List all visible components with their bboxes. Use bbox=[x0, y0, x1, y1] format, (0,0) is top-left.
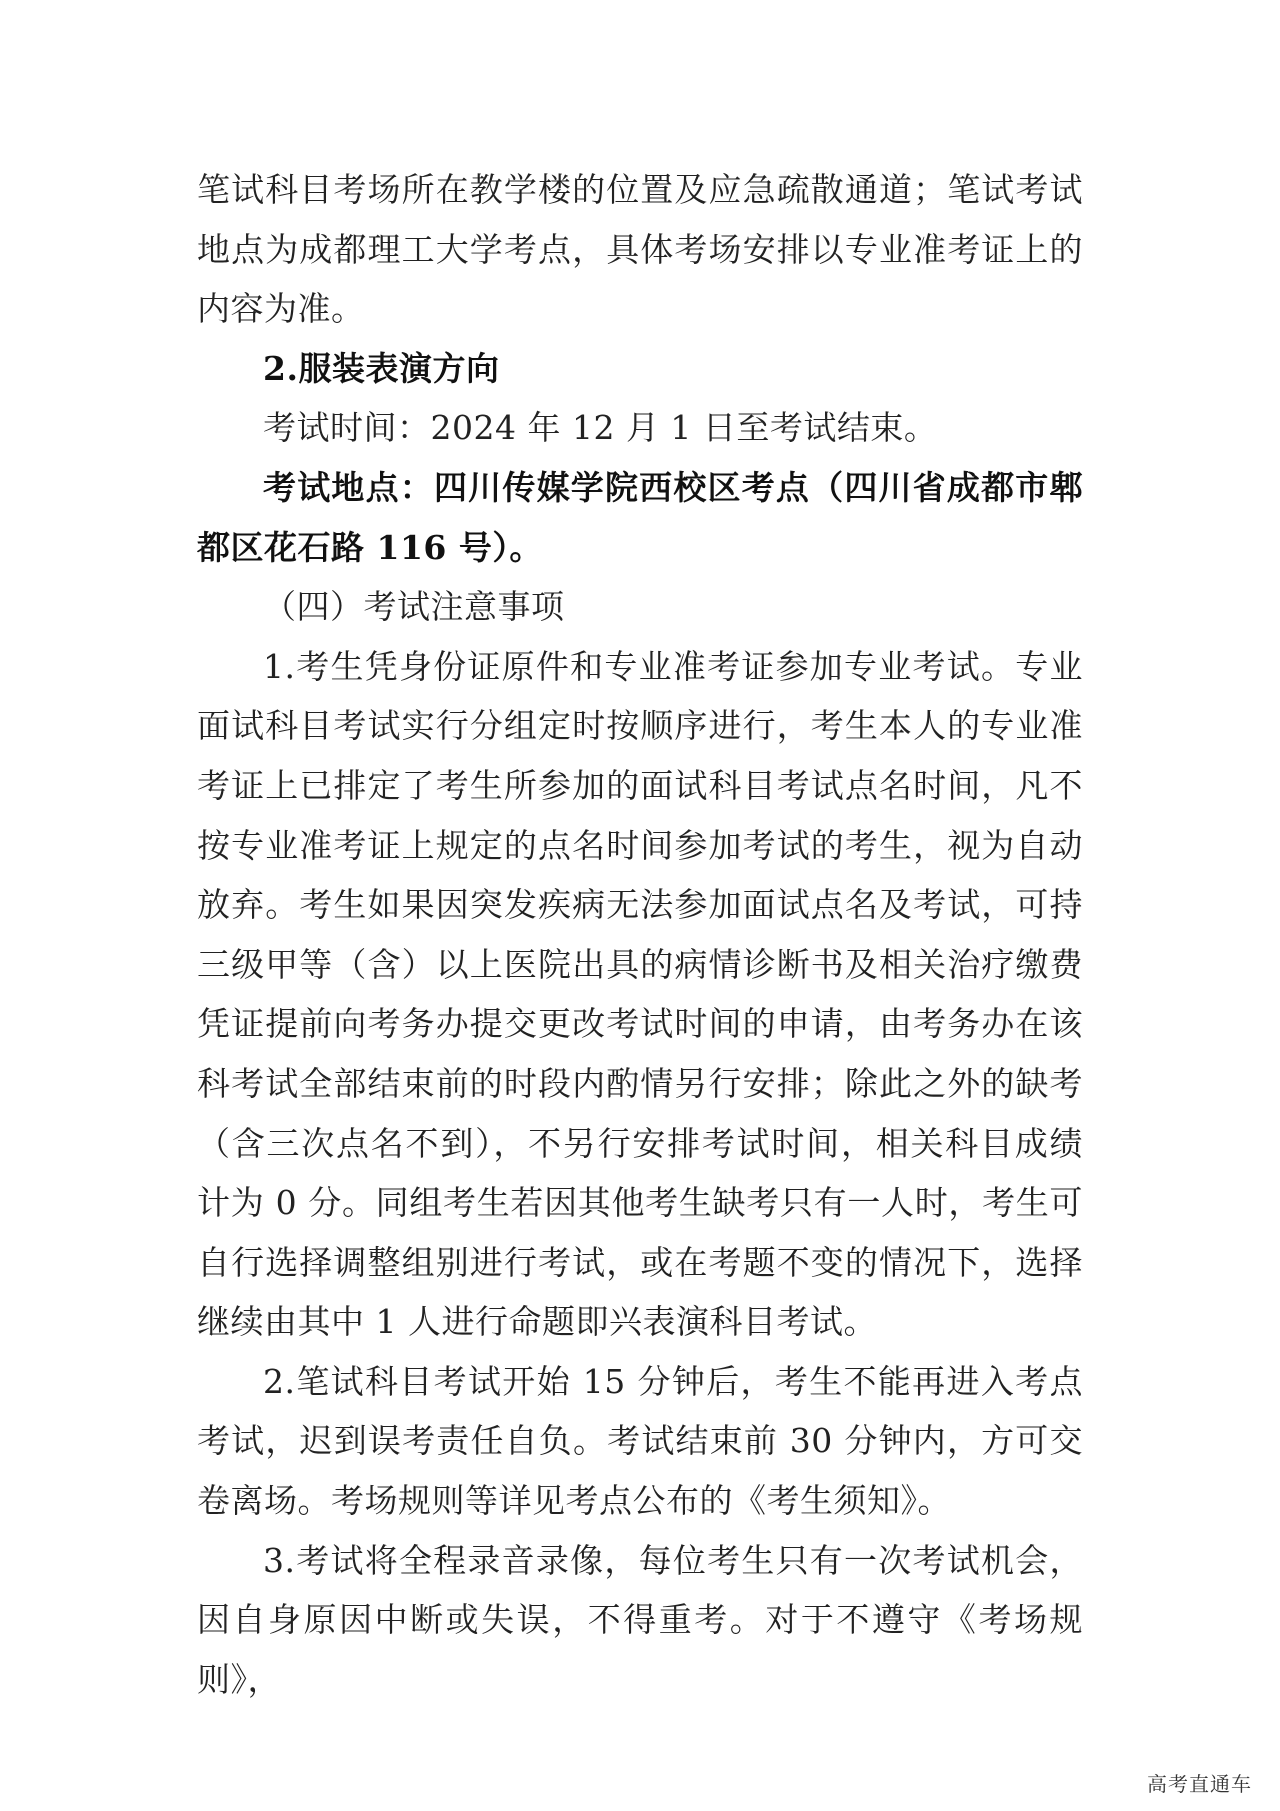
note-item-1: 1.考生凭身份证原件和专业准考证参加专业考试。专业面试科目考试实行分组定时按顺序进行，考生本人的专业准考证上已排定了考生所参加的面试科目考试点名时间，凡不按专业准考证上规定的点名时间参加考试的考生，视为自动放弃。考生如果因突发疾病无法参加面试点名及考试，可持三级甲等（含）以上医院出具的病情诊断书及相关治疗缴费凭证提前向考务办提交更改考试时间的申请，由考务办在该科考试全部结束前的时段内酌情另行安排；除此之外的缺考（含三次点名不到），不另行安排考试时间，相关科目成绩计为 0 分。同组考生若因其他考生缺考只有一人时，考生可自行选择调整组别进行考试，或在考题不变的情况下，选择继续由其中 1 人进行命题即兴表演科目考试。 bbox=[197, 646, 1083, 1342]
exam-time: 考试时间：2024 年 12 月 1 日至考试结束。 bbox=[263, 408, 938, 448]
watermark: 高考直通车 bbox=[1147, 1772, 1252, 1796]
note-item-2: 2.笔试科目考试开始 15 分钟后，考生不能再进入考点考试，迟到误考责任自负。考试结束前 30 分钟内，方可交卷离场。考场规则等详见考点公布的《考生须知》。 bbox=[197, 1361, 1083, 1521]
section-heading-notes: （四）考试注意事项 bbox=[263, 587, 565, 627]
paragraph-continuation: 笔试科目考场所在教学楼的位置及应急疏散通道；笔试考试地点为成都理工大学考点，具体考场安排以专业准考证上的内容为准。 bbox=[197, 170, 1083, 329]
document-page bbox=[197, 160, 1083, 1709]
note-item-3: 3.考试将全程录音录像，每位考生只有一次考试机会，因自身原因中断或失误，不得重考。对于不遵守《考场规则》， bbox=[197, 1540, 1083, 1699]
heading-fashion-performance: 2.服装表演方向 bbox=[263, 348, 500, 388]
exam-location: 考试地点：四川传媒学院西校区考点（四川省成都市郫都区花石路 116 号）。 bbox=[197, 467, 1083, 567]
